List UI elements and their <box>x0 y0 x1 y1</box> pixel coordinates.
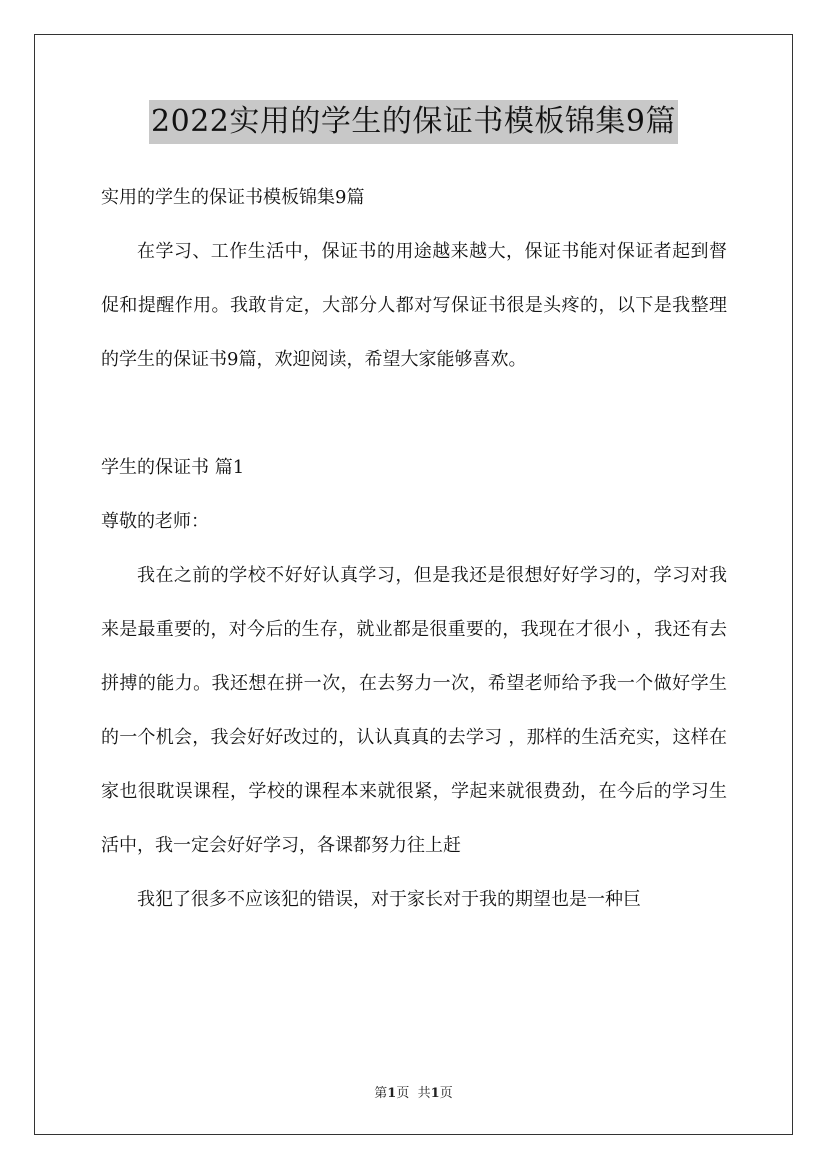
title-container <box>0 100 827 144</box>
intro-paragraph: 在学习、工作生活中，保证书的用途越来越大，保证书能对保证者起到督促和提醒作用。我敢肯定，大部分人都对写保证书很是头疼的，以下是我整理的学生的保证书9篇，欢迎阅读，希望大家能够喜欢。 <box>101 241 727 370</box>
spacer <box>101 387 727 441</box>
page-number: 1 <box>387 1086 397 1101</box>
total-pages: 1 <box>430 1086 440 1101</box>
salutation: 尊敬的老师： <box>101 511 209 532</box>
total-prefix: 共 <box>417 1086 431 1101</box>
page-prefix: 第 <box>374 1086 388 1101</box>
document-body <box>101 171 727 927</box>
document-title: 2022实用的学生的保证书模板锦集9篇 <box>149 100 678 144</box>
section-heading: 学生的保证书 篇1 <box>101 457 245 478</box>
page-unit: 页 <box>396 1086 410 1101</box>
page-footer <box>0 1082 827 1101</box>
body-paragraph-2: 我犯了很多不应该犯的错误，对于家长对于我的期望也是一种巨 <box>137 889 641 910</box>
body-paragraph-1: 我在之前的学校不好好认真学习，但是我还是很想好好学习的，学习对我来是最重要的，对今后的生存，就业都是很重要的，我现在才很小 ，我还有去拼搏的能力。我还想在拼一次，在去努力一次，希望老师给予我一个做好学生的一个机会，我会好好改过的，认认真真的去学习 ，那样的生活充实，这样在家也很耽误课程，学校的课程本来就很紧，学起来就很费劲，在今后的学习生活中，我一定会好好学习，各课都努力往上赶 <box>101 565 727 856</box>
document-subtitle: 实用的学生的保证书模板锦集9篇 <box>101 187 365 208</box>
total-unit: 页 <box>439 1086 453 1101</box>
